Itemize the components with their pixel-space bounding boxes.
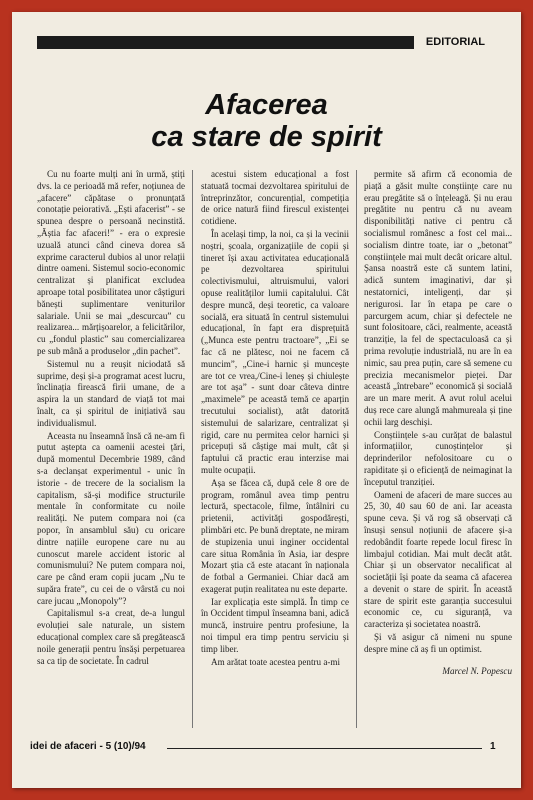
footer-rule [167,748,482,749]
paragraph: Am arătat toate acestea pentru a-mi [211,656,341,667]
paragraph: Sistemul nu a reușit niciodată să suprime, deși și-a programat acest lucru, înclinația firească firii umane, de a aspira la un standard de viață tot mai înalt, ca și spiritul de inițiativă sau individualismul. [37,358,185,428]
column-divider [356,170,357,728]
paragraph: permite să afirm că economia de piață a găsit multe conștiințe care nu erau pregătite să o înțeleagă. Și nu erau pregătite nu pentru că nu aveam disponibilități native ci pentru că socialismul românesc a fost cel mai... socialism dintre toate, iar o „betonat” conștiințele mai mult decât oricare altul. Șansa noastră este că suntem latini, adică suntem imaginativi, dar și nestatornici, inteligenți, dar și nerigurosi. Iar în etapa pe care o parcurgem acum, chiar și defectele ne sunt folositoare, căci, realmente, această tranziție, la fel de spectaculoasă ca și prima revoluție industrială, nu are în ea nimic, sau prea puțin, care să semene cu precizia mecanismelor pieței. Dar această „întrebare” economică și socială are un mare merit. A avut rolul acelui duș rece care alungă mahmureala și ține ochii larg deschiși. [364,169,512,427]
paragraph: Capitalismul s-a creat, de-a lungul evoluției sale naturale, un sistem educațional complex care să pregătească noile generații pentru însăși perpetuarea sa ca tip de societate. În cadrul [37,608,185,666]
paragraph: În același timp, la noi, ca și la vecinii noștri, școala, organizațiile de copii și tineret își axau activitatea educațională pe dezvoltarea spiritului colectivismului, altruismului, valori opuse realităților lumii capitalului. Cât despre muncă, deși teoretic, ca valoare socială, era situată în centrul sistemului educațional, în fapt era disprețuită („Munca este pentru tractoare”, „Ei se fac că ne plătesc, noi ne facem că muncim”, „Cine-i harnic și muncește are tot ce vrea,/Cine-i leneș și chiulește are tot așa” - sunt doar câteva dintre „maximele” pe această temă ce aparțin trecutului socialist), atât datorită sistemului de salarizare, centralizat și rigid, care nu permitea celor harnici și pricepuți să câștige mai mult, cât și faptului că practic erau interzise mai multe ocupații. [201,228,349,475]
article-title-line-2: ca stare de spirit [151,121,382,153]
section-header-bar [37,36,497,49]
page-number: 1 [490,741,496,752]
article-column-2 [201,169,349,669]
author-signature: Marcel N. Popescu [442,665,512,676]
column-divider [192,170,193,728]
section-label-text: EDITORIAL [425,36,485,48]
footer-issue: idei de afaceri - 5 (10)/94 [30,741,146,752]
paragraph: Conștiințele s-au curățat de balastul informațiilor, cunoștințelor și deprinderilor nefolositoare cu o rapiditate și o eficiență de neimaginat la începutul tranziției. [364,429,512,487]
paragraph: acestui sistem educațional a fost statuată tocmai dezvoltarea spiritului de întreprinzător, concurențial, competiția de orice natură fiind firescul existenței cotidiene. [201,169,349,227]
paragraph: Cu nu foarte mulți ani în urmă, știți dvs. la ce perioadă mă refer, noțiunea de „afacere” căpătase o pronunțată conotație peiorativă. „Ești afacerist” - se spunea despre o persoană necinstită. „Ăștia fac afaceri!” - era o expresie uzuală atunci când cineva dorea să exprime caracterul dubios al unor relații dintre oameni. Sistemul socio-economic centralizat și planificat excludea aproape total posibilitatea unor câștiguri bănești suplimentare veniturilor salariale. Unii se mai „descurcau” cu realizarea... mărțișoarelor, a felicitărilor, cu „fondul plastic” sau comercializarea pe sub mână a produselor „din pachet”. [37,169,185,356]
paragraph: Oameni de afaceri de mare succes au 25, 30, 40 sau 60 de ani. Iar aceasta spune ceva. Și vă rog să observați că însuși sensul noțiunii de afacere și-a redobândit foarte repede locul firesc în limbajul cotidian. Mai mult decât atât. Chiar și un observator necalificat al societății își poate da seama că afacerea a devenit o stare de spirit. În această stare de spirit este garanția succesului economic ce, cu siguranță, va caracteriza și societatea noastră. [364,489,512,630]
paragraph: Așa se făcea că, după cele 8 ore de program, românul avea timp pentru lectură, spectacole, filme, întâlniri cu prietenii, activități gospodărești, plimbări etc. Pe bună dreptate, ne miram de stupizenia unui inginer occidental care situa România în Asia, iar despre Mozart știa că este atacant în naționala de fotbal a Germaniei. Chiar dacă am exagerat puțin realitatea nu este departe. [201,477,349,594]
section-label [414,36,497,49]
article-column-3 [364,169,512,678]
paragraph: Iar explicația este simplă. În timp ce în Occident timpul înseamna bani, adică muncă, instruire pentru profesiune, la noi timpul era timp pentru serviciu și timp liber. [201,596,349,654]
magazine-page [12,12,521,788]
paragraph: Aceasta nu înseamnă însă că ne-am fi putut aștepta ca oamenii acestei țări, după momentul Decembrie 1989, când s-a declanșat experimentul - unic în istorie - de trecere de la socialism la capitalism, să-și modifice structurile mentale în conformitate cu noile realități. Ne putem compara noi (ca popor, în ansamblul său) cu oricare dintre națiile europene care nu au cunoscut marele accident istoric al comunismului? Ne putem compara noi, care pe când eram copii jucam „Nu te supăra frate”, cu cei de o vârstă cu noi care jucau „Monopoly”? [37,430,185,606]
article-title-line-1: Afacerea [205,89,328,121]
article-column-1 [37,169,185,668]
paragraph: Și vă asigur că nimeni nu spune despre mine că aș fi un optimist. [364,632,512,654]
